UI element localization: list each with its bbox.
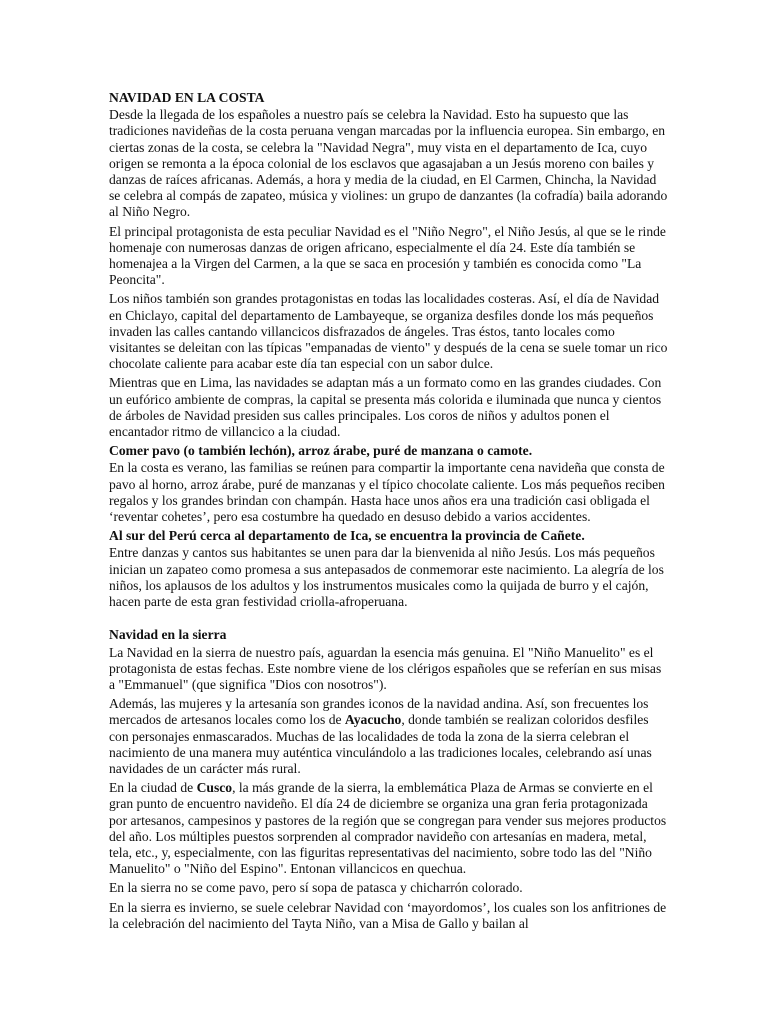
paragraph-sierra-invierno: En la sierra es invierno, se suele celebrar Navidad con ‘mayordomos’, los cuales son los anfitriones de la celebración del nacimiento del Tayta Niño, van a Misa de Gallo y bailan al	[109, 899, 667, 931]
text-run: , la más grande de la sierra, la emblemática Plaza de Armas se convierte en el gran punto de encuentro navideño. El día 24 de diciembre se organiza una gran feria protagonizada por artesanos, campesinos y pastores de la región que se congregan para vender sus mejores productos del año. Los múltiples puestos sorprenden al comprador navideño con artesanías en madera, metal, tela, etc., y, especialmente, con las figuritas representativas del nacimiento, sobre todo las del "Niño Manuelito" o "Niño del Espino". Entonan villancicos en quechua.	[109, 780, 667, 877]
paragraph-cusco	[109, 780, 668, 877]
paragraph-canete: Entre danzas y cantos sus habitantes se unen para dar la bienvenida al niño Jesús. Los más pequeños inician un zapateo como promesa a sus antepasados de conmemorar este nacimiento. La alegría de los niños, los aplausos de los adultos y los instrumentos musicales como la quijada de burro y el cajón, hacen parte de esta gran festividad criolla-afroperuana.	[109, 545, 664, 610]
text-run: , donde también se realizan coloridos desfiles con personajes enmascarados. Muchas de las localidades de toda la zona de la sierra celebran el nacimiento de una manera muy auténtica vinculándolo a las tradiciones locales, celebrando así unas navidades de un carácter más rural.	[109, 712, 652, 776]
paragraph-ayacucho	[109, 696, 668, 777]
text-run: En la ciudad de	[109, 780, 197, 796]
paragraph-lima: Mientras que en Lima, las navidades se adaptan más a un formato como en las grandes ciudades. Con un eufórico ambiente de compras, la capital se presenta más colorida e iluminada que nunca y cientos de árboles de Navidad presiden sus calles principales. Los coros de niños y adultos ponen el encantador ritmo de villancico a la ciudad.	[109, 375, 662, 440]
paragraph-nino-negro: El principal protagonista de esta peculiar Navidad es el "Niño Negro", el Niño Jesús, al que se le rinde homenaje con numerosas danzas de origen africano, especialmente el día 24. Este día también se homenajea a la Virgen del Carmen, a la que se saca en procesión y también es conocida como "La Peoncita".	[109, 223, 666, 288]
spacer	[109, 613, 668, 627]
heading-food: Comer pavo (o también lechón), arroz árabe, puré de manzana o camote.	[109, 443, 533, 459]
paragraph-navidad-negra: Desde la llegada de los españoles a nuestro país se celebra la Navidad. Esto ha supuesto que las tradiciones navideñas de la costa peruana vengan marcadas por la influencia europea. Sin embargo, en ciertas zonas de la costa, se celebra la "Navidad Negra", muy vista en el departamento de Ica, cuyo origen se remonta a la época colonial de los esclavos que agasajaban a un Jesús moreno con bailes y danzas de raíces africanas. Además, a hora y media de la ciudad, en El Carmen, Chincha, la Navidad se celebra al compás de zapateo, música y violines: un grupo de danzantes (la cofradía) baila adorando al Niño Negro.	[109, 107, 668, 220]
paragraph-costa-verano: En la costa es verano, las familias se reúnen para compartir la importante cena navideña que consta de pavo al horno, arroz árabe, puré de manzanas y el típico chocolate caliente. Los más pequeños reciben regalos y los grandes brindan con champán. Hasta hace unos años era una tradición casi obligada el ‘reventar cohetes’, pero esa costumbre ha quedado en desuso debido a varios accidentes.	[109, 460, 665, 525]
paragraph-chiclayo: Los niños también son grandes protagonistas en todas las localidades costeras. Así, el día de Navidad en Chiclayo, capital del departamento de Lambayeque, se organiza desfiles donde los más pequeños invaden las calles cantando villancicos disfrazados de ángeles. Tras éstos, tanto locales como visitantes se deleitan con las típicas "empanadas de viento" y después de la cena se suele tomar un rico chocolate caliente para acabar este día tan especial con un sabor dulce.	[109, 291, 668, 372]
paragraph-sierra-comida: En la sierra no se come pavo, pero sí sopa de patasca y chicharrón colorado.	[109, 880, 523, 896]
section-title-costa: NAVIDAD EN LA COSTA	[109, 90, 265, 105]
bold-place-cusco: Cusco	[196, 780, 233, 796]
heading-sierra: Navidad en la sierra	[109, 627, 227, 643]
bold-place-ayacucho: Ayacucho	[344, 712, 402, 728]
text-run: Además, las mujeres y la artesanía son grandes iconos de la navidad andina. Así, son frecuentes los mercados de artesanos locales como los de	[109, 696, 649, 728]
paragraph-nino-manuelito: La Navidad en la sierra de nuestro país, aguardan la esencia más genuina. El "Niño Manuelito" es el protagonista de estas fechas. Este nombre viene de los clérigos españoles que se referían en sus misas a "Emmanuel" (que significa "Dios con nosotros").	[109, 644, 662, 692]
heading-canete: Al sur del Perú cerca al departamento de Ica, se encuentra la provincia de Cañete.	[109, 528, 585, 544]
